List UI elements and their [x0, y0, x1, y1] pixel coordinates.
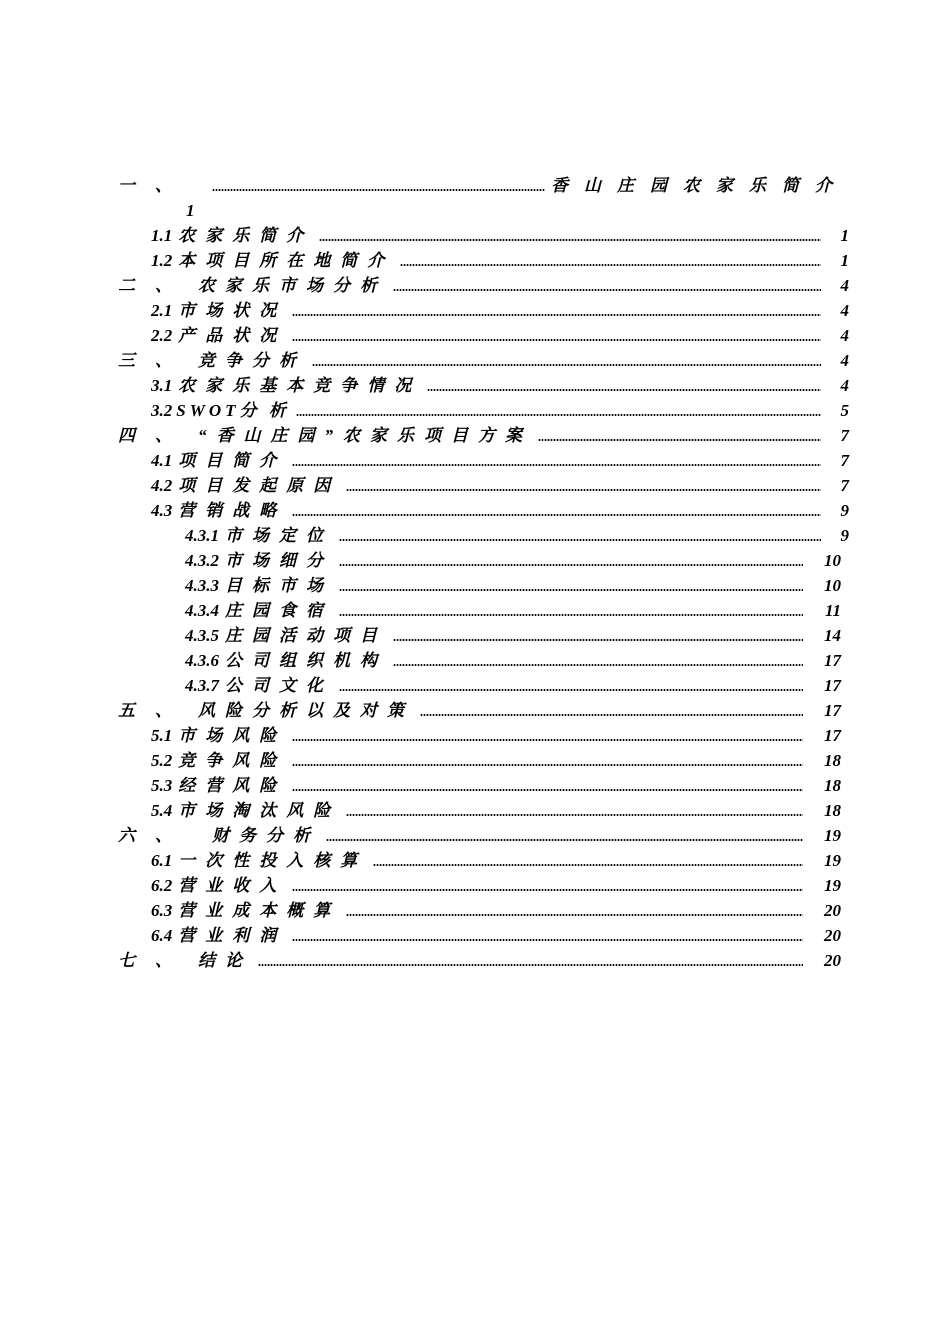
toc-leader-dots	[427, 389, 821, 391]
toc-entry-page: 18	[824, 751, 841, 770]
toc-entry[interactable]	[151, 323, 849, 348]
toc-leader-dots	[292, 514, 821, 516]
toc-entry-number: 4.3.7	[185, 676, 219, 695]
toc-entry[interactable]	[185, 548, 841, 573]
toc-leader-dots	[296, 414, 821, 416]
toc-entry-page: 18	[824, 776, 841, 795]
toc-entry-number: 4.3.4	[185, 601, 219, 620]
toc-entry-page: 1	[840, 226, 849, 245]
toc-leader-dots	[292, 739, 803, 741]
toc-entry-title: 竞争风险	[178, 751, 287, 770]
toc-leader-dots	[400, 264, 821, 266]
toc-entry-title: 庄园食宿	[225, 601, 333, 620]
toc-entry[interactable]	[151, 248, 849, 273]
toc-entry-number: 1.2	[151, 251, 173, 270]
toc-entry[interactable]	[151, 223, 849, 248]
toc-entry-title: 公司组织机构	[225, 651, 387, 670]
toc-entry-page: 1	[840, 251, 849, 270]
toc-entry-title: 营业利润	[178, 926, 287, 945]
toc-entry-page: 7	[840, 426, 849, 445]
toc-leader-dots	[292, 314, 821, 316]
toc-leader-dots	[339, 589, 803, 591]
toc-entry-page: 17	[824, 676, 841, 695]
toc-entry[interactable]	[118, 348, 849, 373]
toc-entry-title: 一次性投入核算	[178, 851, 368, 870]
toc-entry-title: 市场定位	[225, 526, 333, 545]
toc-entry-number: 1.1	[151, 226, 173, 245]
toc-entry-title: “香山庄园”农家乐项目方案	[198, 426, 532, 445]
toc-leader-dots	[319, 239, 821, 241]
toc-entry[interactable]	[151, 373, 849, 398]
toc-entry-page: 20	[824, 951, 841, 970]
toc-entry[interactable]	[118, 698, 841, 723]
toc-leader-dots	[339, 614, 803, 616]
toc-entry-number: 2.1	[151, 301, 173, 320]
toc-entry[interactable]	[151, 773, 841, 798]
toc-leader-dots	[420, 714, 803, 716]
toc-entry-page: 5	[840, 401, 849, 420]
toc-entry-title: 财务分析	[212, 826, 320, 845]
toc-entry[interactable]	[185, 523, 849, 548]
toc-entry[interactable]	[151, 798, 841, 823]
toc-entry-page: 19	[824, 876, 841, 895]
toc-leader-dots	[292, 339, 821, 341]
toc-entry[interactable]	[151, 473, 849, 498]
toc-entry[interactable]	[185, 648, 841, 673]
toc-entry-number: 4.3.6	[185, 651, 219, 670]
toc-entry[interactable]	[118, 948, 841, 973]
toc-entry-title: 目标市场	[225, 576, 333, 595]
toc-entry-page: 11	[824, 601, 841, 620]
toc-entry-page: 4	[840, 326, 849, 345]
toc-entry-page: 9	[840, 526, 849, 545]
toc-entry-number: 七、	[118, 951, 192, 970]
toc-entry-title: 风险分析以及对策	[198, 701, 414, 720]
toc-leader-dots	[393, 639, 803, 641]
toc-leader-dots	[339, 564, 803, 566]
toc-leader-dots	[538, 439, 821, 441]
toc-entry[interactable]	[185, 623, 841, 648]
toc-entry-number: 4.3	[151, 501, 173, 520]
toc-entry[interactable]	[118, 273, 849, 298]
toc-entry-page: 20	[824, 926, 841, 945]
toc-leader-dots	[292, 939, 803, 941]
toc-entry-number: 4.3.5	[185, 626, 219, 645]
toc-leader-dots	[292, 889, 803, 891]
toc-entry-number: 4.3.1	[185, 526, 219, 545]
toc-entry-number: 5.2	[151, 751, 173, 770]
toc-entry[interactable]	[151, 398, 849, 423]
toc-entry-title: 市场状况	[178, 301, 287, 320]
toc-entry-number: 四、	[118, 426, 192, 445]
toc-entry-page: 20	[824, 901, 841, 920]
toc-entry-page: 4	[840, 276, 849, 295]
toc-entry-title: 庄园活动项目	[225, 626, 387, 645]
toc-leader-dots	[346, 814, 803, 816]
toc-entry-title: 市场风险	[178, 726, 287, 745]
toc-entry-page: 19	[824, 851, 841, 870]
toc-entry-title: 营业成本概算	[178, 901, 341, 920]
toc-entry-number: 5.4	[151, 801, 173, 820]
toc-entry-page: 4	[840, 351, 849, 370]
toc-leader-dots	[393, 289, 821, 291]
toc-entry-page: 19	[824, 826, 841, 845]
toc-leader-dots	[393, 664, 803, 666]
toc-entry-page: 7	[840, 476, 849, 495]
toc-entry[interactable]	[151, 298, 849, 323]
toc-entry-page: 17	[824, 701, 841, 720]
toc-entry-number: 4.3.3	[185, 576, 219, 595]
toc-entry[interactable]	[151, 848, 841, 873]
toc-entry-page: 14	[824, 626, 841, 645]
toc-entry[interactable]	[185, 598, 841, 623]
toc-entry-title: 项目简介	[178, 451, 287, 470]
toc-entry[interactable]	[151, 873, 841, 898]
toc-entry-title: 公司文化	[225, 676, 333, 695]
toc-leader-dots	[292, 789, 803, 791]
toc-entry-page: 4	[840, 376, 849, 395]
toc-leader-dots	[212, 189, 545, 191]
toc-leader-dots	[326, 839, 803, 841]
toc-entry-number: 4.2	[151, 476, 173, 495]
toc-leader-dots	[339, 689, 803, 691]
toc-entry[interactable]	[118, 173, 848, 198]
toc-entry-number: 六、	[118, 826, 192, 845]
toc-leader-dots	[312, 364, 821, 366]
toc-entry[interactable]	[151, 498, 849, 523]
toc-entry-title: 竞争分析	[198, 351, 306, 370]
toc-leader-dots	[346, 489, 821, 491]
toc-entry[interactable]	[151, 723, 841, 748]
toc-leader-dots	[339, 539, 821, 541]
toc-entry-page: 17	[824, 726, 841, 745]
toc-leader-dots	[292, 764, 803, 766]
toc-entry-title: 营销战略	[178, 501, 287, 520]
toc-entry-number: 一、	[118, 176, 192, 195]
toc-entry[interactable]	[185, 573, 841, 598]
toc-entry[interactable]	[185, 673, 841, 698]
toc-entry-page: 10	[824, 576, 841, 595]
toc-entry-number: 3.1	[151, 376, 173, 395]
toc-entry-page: 4	[840, 301, 849, 320]
toc-entry[interactable]	[151, 448, 849, 473]
toc-entry[interactable]	[118, 823, 841, 848]
toc-leader-dots	[292, 464, 821, 466]
toc-entry-title: 市场细分	[225, 551, 333, 570]
toc-entry-title: 农家乐简介	[178, 226, 314, 245]
toc-entry-number: 4.3.2	[185, 551, 219, 570]
toc-entry-title: 经营风险	[178, 776, 287, 795]
toc-entry-page: 10	[824, 551, 841, 570]
toc-entry-title: 结论	[198, 951, 252, 970]
toc-entry-number: 5.1	[151, 726, 173, 745]
toc-entry-title: 营业收入	[178, 876, 287, 895]
toc-entry-title: 产品状况	[178, 326, 287, 345]
toc-leader-dots	[258, 964, 803, 966]
toc-entry-title: 市场淘汰风险	[178, 801, 341, 820]
toc-entry-page: 9	[840, 501, 849, 520]
toc-entry-title: 本项目所在地简介	[178, 251, 395, 270]
toc-entry-number: 二、	[118, 276, 192, 295]
toc-entry-title: 农家乐市场分析	[198, 276, 387, 295]
toc-entry-number: 4.1	[151, 451, 173, 470]
toc-entry-number: 5.3	[151, 776, 173, 795]
toc-entry-title: 香山庄园农家乐简介	[551, 176, 848, 195]
toc-entry[interactable]	[151, 748, 841, 773]
toc-entry-number: 6.3	[151, 901, 173, 920]
toc-entry-title: SWOT分 析	[176, 401, 290, 420]
toc-entry-number: 3.2	[151, 401, 173, 420]
toc-entry-number: 6.4	[151, 926, 173, 945]
toc-entry-page: 17	[824, 651, 841, 670]
toc-entry[interactable]	[151, 898, 841, 923]
toc-entry-page: 1	[186, 201, 195, 220]
toc-entry-number: 6.1	[151, 851, 173, 870]
toc-entry-number: 五、	[118, 701, 192, 720]
toc-entry-title: 农家乐基本竞争情况	[178, 376, 422, 395]
toc-entry-number: 三、	[118, 351, 192, 370]
toc-leader-dots	[346, 914, 803, 916]
toc-entry[interactable]	[118, 423, 849, 448]
toc-leader-dots	[373, 864, 803, 866]
toc-entry-title: 项目发起原因	[178, 476, 341, 495]
toc-entry-number: 2.2	[151, 326, 173, 345]
toc-entry[interactable]	[151, 923, 841, 948]
toc-entry-page: 7	[840, 451, 849, 470]
toc-entry-page: 18	[824, 801, 841, 820]
toc-entry-number: 6.2	[151, 876, 173, 895]
